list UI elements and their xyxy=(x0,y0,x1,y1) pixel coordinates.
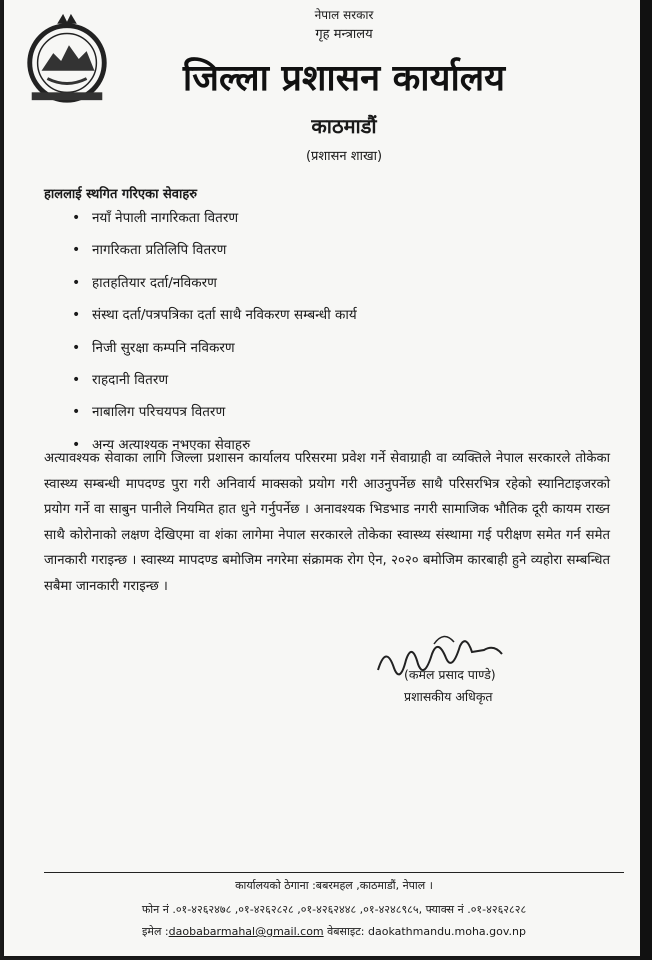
list-item: • निजी सुरक्षा कम्पनि नविकरण xyxy=(72,336,357,368)
signatory-name: (कमल प्रसाद पाण्डे) xyxy=(404,667,496,682)
screen-edge xyxy=(640,0,652,960)
header-branch: (प्रशासन शाखा) xyxy=(305,149,383,164)
notice-document xyxy=(4,0,640,956)
header-ministry: गृह मन्त्रालय xyxy=(315,27,373,42)
signatory-title: प्रशासकीय अधिकृत xyxy=(404,689,493,704)
list-item: • संस्था दर्ता/पत्रपत्रिका दर्ता साथै नविकरण सम्बन्धी कार्य xyxy=(72,303,357,335)
header-office-title: जिल्ला प्रशासन कार्यालय xyxy=(182,58,506,99)
footer-contacts xyxy=(44,924,624,939)
nepal-government-emblem-icon xyxy=(18,10,116,108)
list-item: • नयाँ नेपाली नागरिकता वितरण xyxy=(72,206,357,238)
suspended-services-list xyxy=(72,206,357,465)
header-government: नेपाल सरकार xyxy=(314,8,374,22)
section-title: हाललाई स्थगित गरिएका सेवाहरु xyxy=(44,187,198,202)
list-item: • अन्य अत्याश्यक नभएका सेवाहरु xyxy=(72,433,357,465)
notice-body-paragraph: अत्यावश्यक सेवाका लागि जिल्ला प्रशासन कार्यालय परिसरमा प्रवेश गर्ने सेवाग्राही वा व्यक्तिले नेपाल सरकारले तोकेका स्वास्थ्य सम्बन्धी मापदण्ड पुरा गरी अनिवार्य माक्सको प्रयोग गरी आउनुपर्नेछ साथै परिसरभित्र रहेको स्यानिटाइजरको प्रयोग गर्ने वा साबुन पानीले नियमित हात धुने गर्नुपर्नेछ । अनावश्यक भिडभाड नगरी सामाजिक भौतिक दूरी कायम राख्न साथै कोरोनाको लक्षण देखिएमा वा शंका लागेमा नेपाल सरकारले तोकेका स्वास्थ्य संस्थामा गई परीक्षण समेत गर्न समेत जानकारी गराइन्छ । स्वास्थ्य मापदण्ड बमोजिम नगरेमा संक्रामक रोग ऐन, २०२० बमोजिम कारबाही हुने व्यहोरा सम्बन्धित सबैमा जानकारी गराइन्छ । xyxy=(44,451,610,594)
list-item: • नाबालिग परिचयपत्र वितरण xyxy=(72,400,357,432)
website-link[interactable]: daokathmandu.moha.gov.np xyxy=(367,925,526,938)
header-city: काठमाडौं xyxy=(311,114,377,138)
footer-divider xyxy=(44,872,624,873)
list-item: • हातहतियार दर्ता/नविकरण xyxy=(72,271,357,303)
signature-icon xyxy=(374,624,514,694)
footer-address: कार्यालयको ठेगाना :बबरमहल ,काठमाडौं, नेपाल । xyxy=(235,879,433,892)
list-item: • राहदानी वितरण xyxy=(72,368,357,400)
footer-phones: फोन नं .०१-४२६२४७८ ,०१-४२६२८२८ ,०१-४२६२४४८ ,०१-४२४८९८५, फ्याक्स नं .०१-४२६२८२८ xyxy=(141,903,527,916)
email-label: इमेल : xyxy=(142,925,169,938)
list-item: • नागरिकता प्रतिलिपि वितरण xyxy=(72,238,357,270)
website-label: वेबसाइट: xyxy=(327,925,365,938)
email-link[interactable]: daobabarmahal@gmail.com xyxy=(168,925,324,938)
